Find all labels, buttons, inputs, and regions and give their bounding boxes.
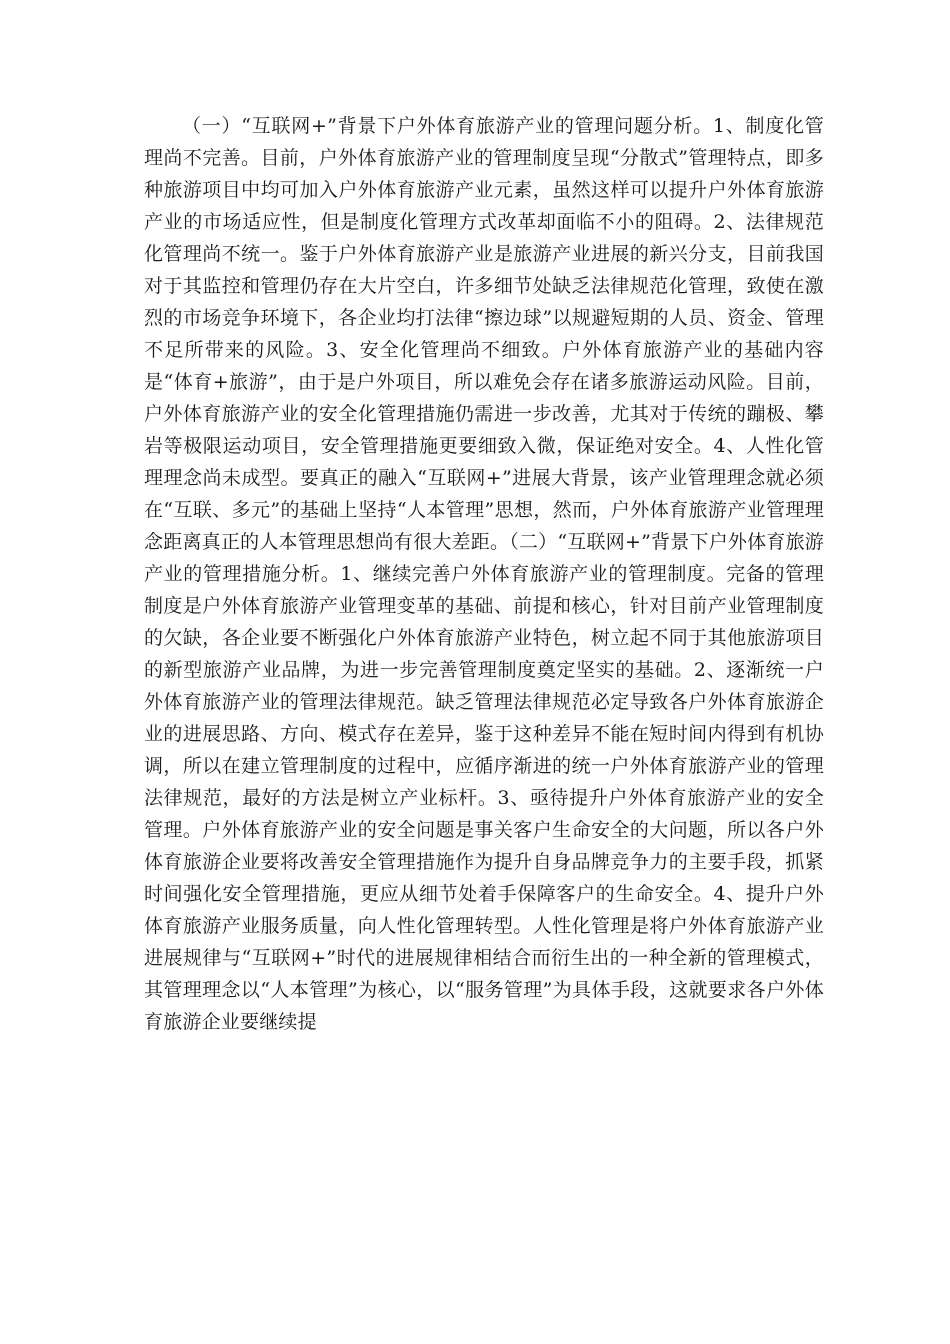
body-paragraph: （一）“互联网+”背景下户外体育旅游产业的管理问题分析。1、制度化管理尚不完善。目前，户外体育旅游产业的管理制度呈现“分散式”管理特点，即多种旅游项目中均可加入户外体育旅游产业元素，虽然这样可以提升户外体育旅游产业的市场适应性，但是制度化管理方式改革却面临不小的阻碍。2、法律规范化管理尚不统一。鉴于户外体育旅游产业是旅游产业进展的新兴分支，目前我国对于其监控和管理仍存在大片空白，许多细节处缺乏法律规范化管理，致使在激烈的市场竞争环境下，各企业均打法律“擦边球”以规避短期的人员、资金、管理不足所带来的风险。3、安全化管理尚不细致。户外体育旅游产业的基础内容是“体育+旅游”，由于是户外项目，所以难免会存在诸多旅游运动风险。目前，户外体育旅游产业的安全化管理措施仍需进一步改善，尤其对于传统的蹦极、攀岩等极限运动项目，安全管理措施更要细致入微，保证绝对安全。4、人性化管理理念尚未成型。要真正的融入“互联网+”进展大背景，该产业管理理念就必须在“互联、多元”的基础上坚持“人本管理”思想，然而，户外体育旅游产业管理理念距离真正的人本管理思想尚有很大差距。（二）“互联网+”背景下户外体育旅游产业的管理措施分析。1、继续完善户外体育旅游产业的管理制度。完备的管理制度是户外体育旅游产业管理变革的基础、前提和核心，针对目前产业管理制度的欠缺，各企业要不断强化户外体育旅游产业特色，树立起不同于其他旅游项目的新型旅游产业品牌，为进一步完善管理制度奠定坚实的基础。2、逐渐统一户外体育旅游产业的管理法律规范。缺乏管理法律规范必定导致各户外体育旅游企业的进展思路、方向、模式存在差异，鉴于这种差异不能在短时间内得到有机协调，所以在建立管理制度的过程中，应循序渐进的统一户外体育旅游产业的管理法律规范，最好的方法是树立产业标杆。3、亟待提升户外体育旅游产业的安全管理。户外体育旅游产业的安全问题是事关客户生命安全的大问题，所以各户外体育旅游企业要将改善安全管理措施作为提升自身品牌竞争力的主要手段，抓紧时间强化安全管理措施，更应从细节处着手保障客户的生命安全。4、提升户外体育旅游产业服务质量，向人性化管理转型。人性化管理是将户外体育旅游产业进展规律与“互联网+”时代的进展规律相结合而衍生出的一种全新的管理模式，其管理理念以“人本管理”为核心，以“服务管理”为具体手段，这就要求各户外体育旅游企业要继续提 (144, 115, 824, 1033)
